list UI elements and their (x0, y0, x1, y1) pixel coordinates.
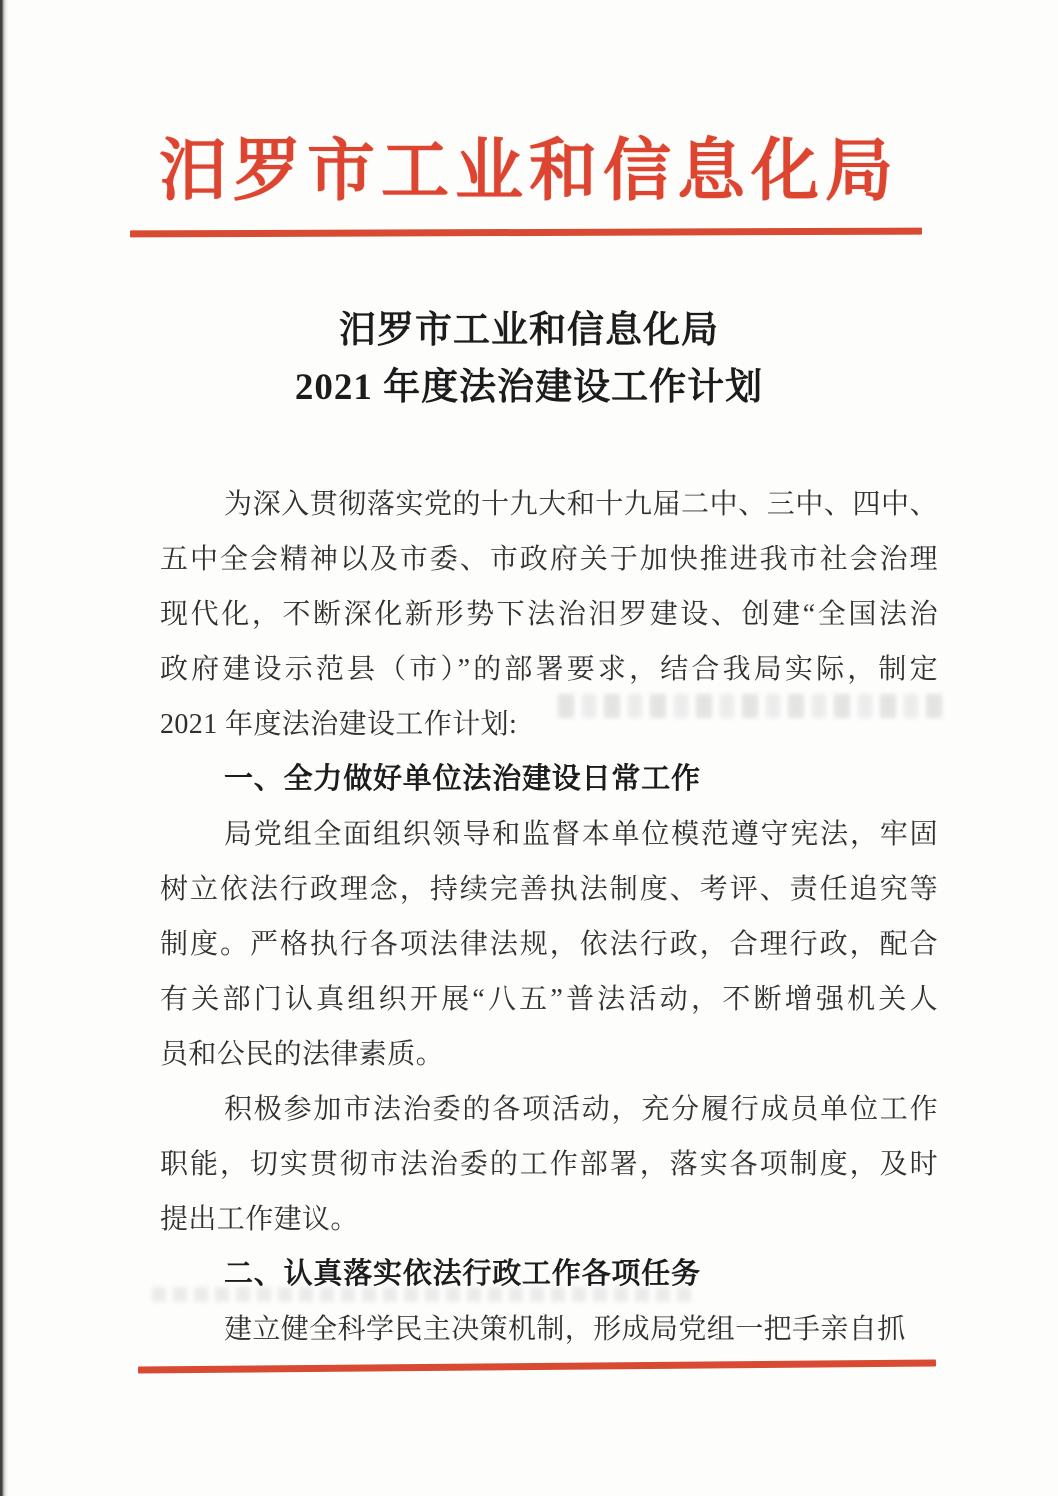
body-line: 为深入贯彻落实党的十九大和十九届二中、三中、四中、 (224, 489, 938, 520)
footer-rule (138, 1360, 936, 1374)
body-line: 有关部门认真组织开展“八五”普法活动，不断增强机关人 (160, 984, 938, 1015)
body-line: 职能，切实贯彻市法治委的工作部署，落实各项制度，及时 (160, 1149, 938, 1180)
body-line: 政府建设示范县（市）”的部署要求，结合我局实际，制定 (160, 654, 938, 685)
body-line: 员和公民的法律素质。 (160, 1039, 445, 1070)
body-line: 现代化，不断深化新形势下法治汨罗建设、创建“全国法治 (160, 599, 938, 630)
body-line: 局党组全面组织领导和监督本单位模范遵守宪法，牢固 (224, 819, 938, 850)
section-heading: 一、全力做好单位法治建设日常工作 (224, 763, 701, 795)
section-heading: 二、认真落实依法行政工作各项任务 (224, 1258, 701, 1290)
body-line: 五中全会精神以及市委、市政府关于加快推进我市社会治理 (160, 544, 938, 575)
document-body (160, 477, 938, 1357)
body-line: 制度。严格执行各项法律法规，依法行政，合理行政，配合 (160, 929, 938, 960)
document-title-line-1: 汨罗市工业和信息化局 (339, 310, 719, 351)
document-title-line-2: 2021 年度法治建设工作计划 (294, 367, 764, 408)
body-line: 积极参加市法治委的各项活动，充分履行成员单位工作 (224, 1094, 938, 1125)
document-title (0, 302, 1058, 416)
letterhead-title: 汨罗市工业和信息化局 (158, 133, 899, 209)
body-line: 2021 年度法治建设工作计划: (160, 709, 518, 740)
letterhead-divider-rule (130, 228, 922, 238)
body-line: 树立依法行政理念，持续完善执法制度、考评、责任追究等 (160, 874, 938, 905)
body-line: 建立健全科学民主决策机制，形成局党组一把手亲自抓 (224, 1314, 906, 1345)
body-line: 提出工作建议。 (160, 1204, 359, 1235)
scan-edge-artifact (0, 0, 8, 1496)
